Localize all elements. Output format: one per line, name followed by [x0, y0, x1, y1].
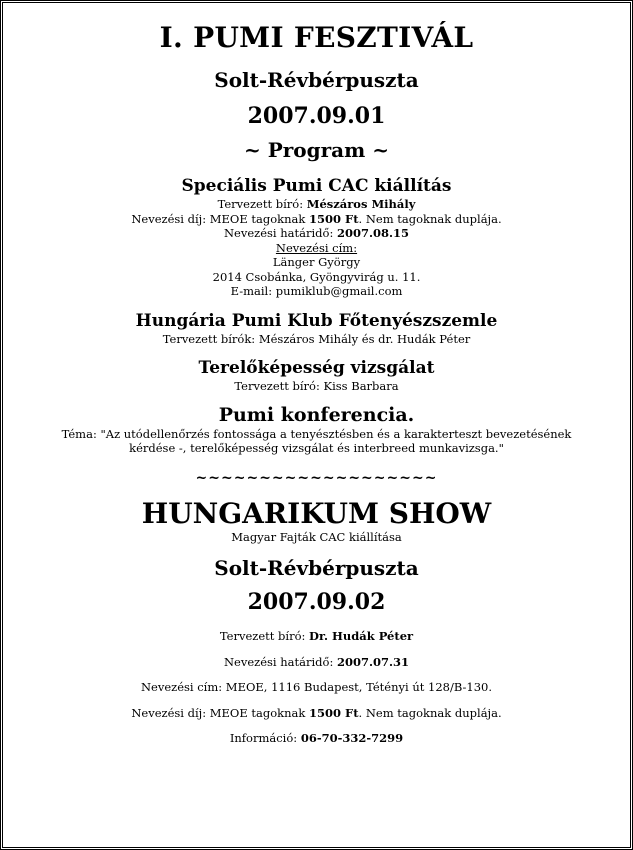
show-subtitle: Magyar Fajták CAC kiállítása	[231, 529, 402, 544]
breed-review-title: Hungária Pumi Klub Főtenyészszemle	[135, 310, 498, 331]
show-location: Solt-Révbérpuszta	[214, 556, 419, 580]
show-judge: Dr. Hudák Péter	[309, 629, 414, 643]
cac-fee-pre: Nevezési díj: MEOE tagoknak	[131, 211, 310, 226]
show-judge-label: Tervezett bíró:	[219, 629, 310, 643]
conference-topic-line-1: Téma: "Az utódellenőrzés fontossága a tenyésztésben és a karakterteszt bevezetésének	[61, 426, 572, 441]
show-info-label: Információ:	[229, 731, 301, 745]
festival-title: I. PUMI FESZTIVÁL	[159, 21, 474, 54]
cac-deadline-line	[13, 226, 620, 241]
conference-title: Pumi konferencia.	[218, 403, 415, 426]
cac-fee-post: . Nem tagoknak duplája.	[358, 211, 502, 226]
cac-judge: Mészáros Mihály	[306, 197, 416, 211]
program-heading: ~ Program ~	[244, 138, 389, 162]
festival-date: 2007.09.01	[247, 103, 386, 129]
show-deadline-line	[13, 655, 620, 670]
show-deadline-label: Nevezési határidő:	[223, 654, 337, 669]
cac-deadline: 2007.08.15	[336, 226, 410, 240]
show-fee-line	[13, 706, 620, 721]
separator: ~~~~~~~~~~~~~~~~~~~	[195, 469, 438, 486]
cac-judge-line	[13, 197, 620, 212]
herding-title: Terelőképesség vizsgálat	[198, 358, 435, 378]
cac-contact-street: 2014 Csobánka, Gyöngyvirág u. 11.	[212, 269, 421, 284]
show-fee-post: . Nem tagoknak duplája.	[358, 705, 502, 720]
show-info-phone: 06-70-332-7299	[300, 731, 404, 745]
conference-topic-line-2: kérdése -, terelőképesség vizsgálat és interbreed munkavizsga."	[129, 441, 504, 455]
show-judge-line	[13, 629, 620, 644]
breed-review-judges: Tervezett bírók: Mészáros Mihály és dr. Hudák Péter	[162, 331, 471, 346]
festival-location: Solt-Révbérpuszta	[214, 68, 419, 92]
cac-judge-label: Tervezett bíró:	[217, 197, 307, 211]
cac-contact-name: Länger György	[272, 255, 361, 269]
cac-address-label: Nevezési cím:	[275, 240, 358, 255]
show-fee-amount: 1500 Ft	[309, 705, 359, 720]
cac-contact-email: E-mail: pumiklub@gmail.com	[230, 284, 403, 298]
show-date: 2007.09.02	[247, 589, 386, 615]
cac-title: Speciális Pumi CAC kiállítás	[181, 176, 452, 196]
show-address: Nevezési cím: MEOE, 1116 Budapest, Tétényi út 128/B-130.	[140, 680, 493, 694]
cac-fee-line	[13, 212, 620, 227]
show-deadline: 2007.07.31	[336, 654, 410, 669]
cac-deadline-label: Nevezési határidő:	[223, 226, 337, 240]
show-fee-pre: Nevezési díj: MEOE tagoknak	[131, 705, 310, 720]
show-title: HUNGARIKUM SHOW	[141, 496, 492, 530]
show-info-line	[13, 731, 620, 746]
cac-fee-amount: 1500 Ft	[309, 211, 359, 226]
herding-judge: Tervezett bíró: Kiss Barbara	[234, 379, 399, 393]
